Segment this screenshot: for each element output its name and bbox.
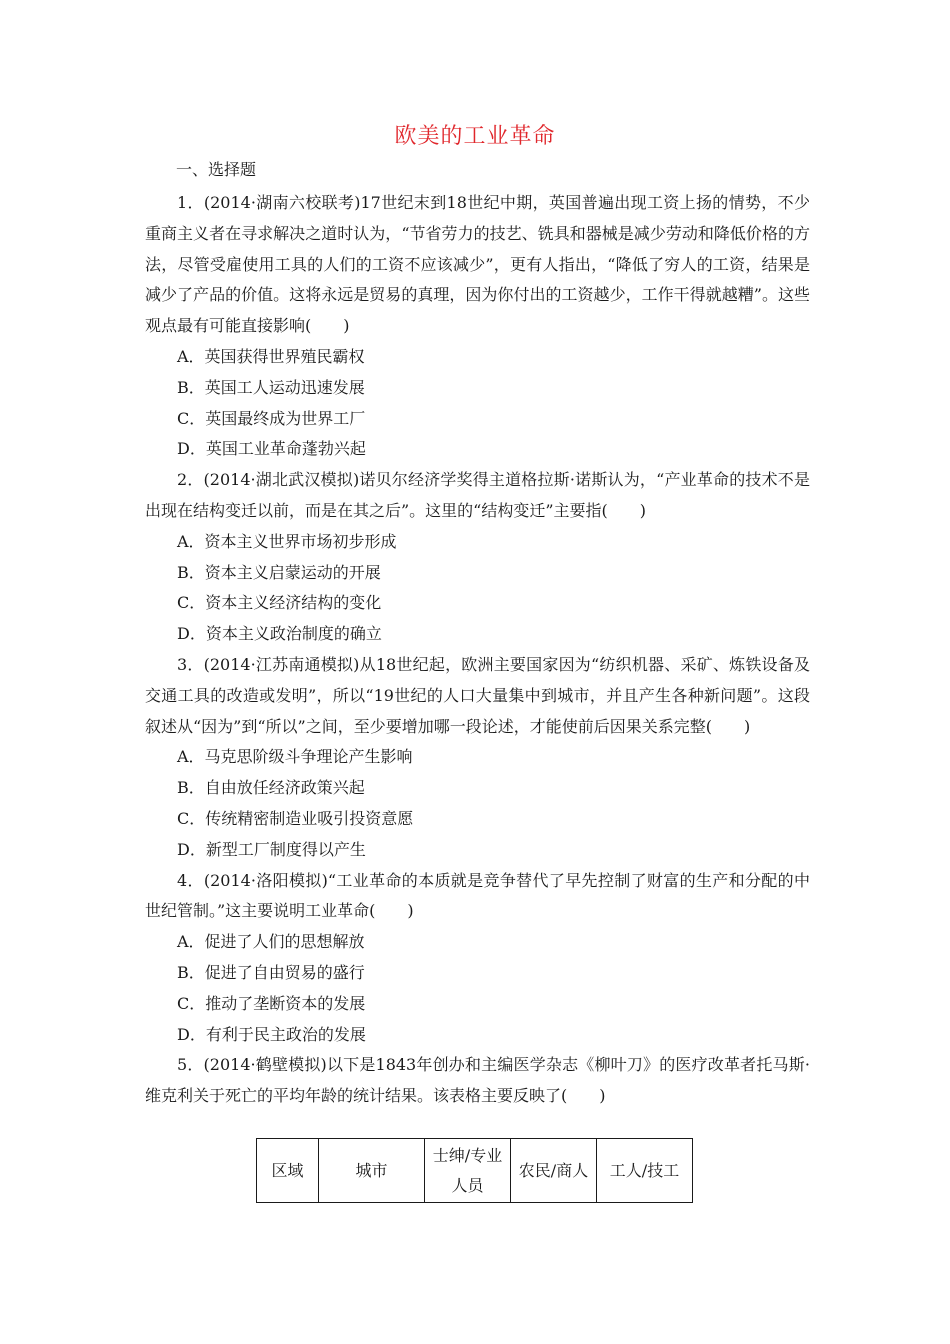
option-b: B．资本主义启蒙运动的开展 [177, 562, 381, 582]
statistics-table [256, 1138, 693, 1203]
option-d: D．英国工业革命蓬勃兴起 [177, 439, 366, 459]
table-header-cell: 士绅/专业人员 [425, 1139, 511, 1203]
option-c: C．推动了垄断资本的发展 [177, 993, 366, 1013]
question-3 [145, 650, 810, 866]
option-d: D．资本主义政治制度的确立 [177, 624, 382, 644]
section-heading: 一、选择题 [176, 160, 257, 179]
option-b: B．自由放任经济政策兴起 [177, 778, 365, 798]
option-d: D．新型工厂制度得以产生 [177, 839, 366, 859]
question-stem: 5．(2014·鹤壁模拟)以下是1843年创办和主编医学杂志《柳叶刀》的医疗改革者托马斯·维克利关于死亡的平均年龄的统计结果。该表格主要反映了( ) [145, 1055, 810, 1106]
table-header-cell: 农民/商人 [511, 1139, 597, 1203]
option-a: A．资本主义世界市场初步形成 [177, 531, 397, 551]
question-list [145, 188, 810, 1112]
question-4 [145, 866, 810, 1051]
statistics-table-wrap [256, 1138, 693, 1203]
question-2 [145, 465, 810, 650]
table-header-cell: 区域 [257, 1139, 319, 1203]
option-b: B．促进了自由贸易的盛行 [177, 962, 365, 982]
option-c: C．传统精密制造业吸引投资意愿 [177, 808, 414, 828]
table-header-cell: 城市 [319, 1139, 425, 1203]
question-1 [145, 188, 810, 465]
question-stem: 1．(2014·湖南六校联考)17世纪末到18世纪中期，英国普遍出现工资上扬的情势，不少重商主义者在寻求解决之道时认为，“节省劳力的技艺、铣具和器械是减少劳动和降低价格的方法，尽管受雇使用工具的人们的工资不应该减少”，更有人指出，“降低了穷人的工资，结果是减少了产品的价值。这将永远是贸易的真理，因为你付出的工资越少，工作干得就越糟”。这些观点最有可能直接影响( ) [145, 193, 810, 336]
option-a: A．英国获得世界殖民霸权 [177, 346, 365, 366]
table-header-row [257, 1139, 693, 1203]
question-stem: 4．(2014·洛阳模拟)“工业革命的本质就是竞争替代了早先控制了财富的生产和分配的中世纪管制。”这主要说明工业革命( ) [145, 870, 810, 921]
question-stem: 3．(2014·江苏南通模拟)从18世纪起，欧洲主要国家因为“纺织机器、采矿、炼铁设备及交通工具的改造或发明”，所以“19世纪的人口大量集中到城市，并且产生各种新问题”。这段叙述从“因为”到“所以”之间，至少要增加哪一段论述，才能使前后因果关系完整( ) [145, 654, 810, 736]
option-c: C．英国最终成为世界工厂 [177, 408, 366, 428]
page-title: 欧美的工业革命 [394, 124, 556, 149]
option-a: A．马克思阶级斗争理论产生影响 [177, 747, 413, 767]
option-b: B．英国工人运动迅速发展 [177, 377, 365, 397]
question-5 [145, 1050, 810, 1112]
option-c: C．资本主义经济结构的变化 [177, 593, 382, 613]
option-d: D．有利于民主政治的发展 [177, 1024, 366, 1044]
option-a: A．促进了人们的思想解放 [177, 932, 365, 952]
table-header-cell: 工人/技工 [597, 1139, 693, 1203]
question-stem: 2．(2014·湖北武汉模拟)诺贝尔经济学奖得主道格拉斯·诺斯认为，“产业革命的技术不是出现在结构变迁以前，而是在其之后”。这里的“结构变迁”主要指( ) [145, 470, 810, 520]
